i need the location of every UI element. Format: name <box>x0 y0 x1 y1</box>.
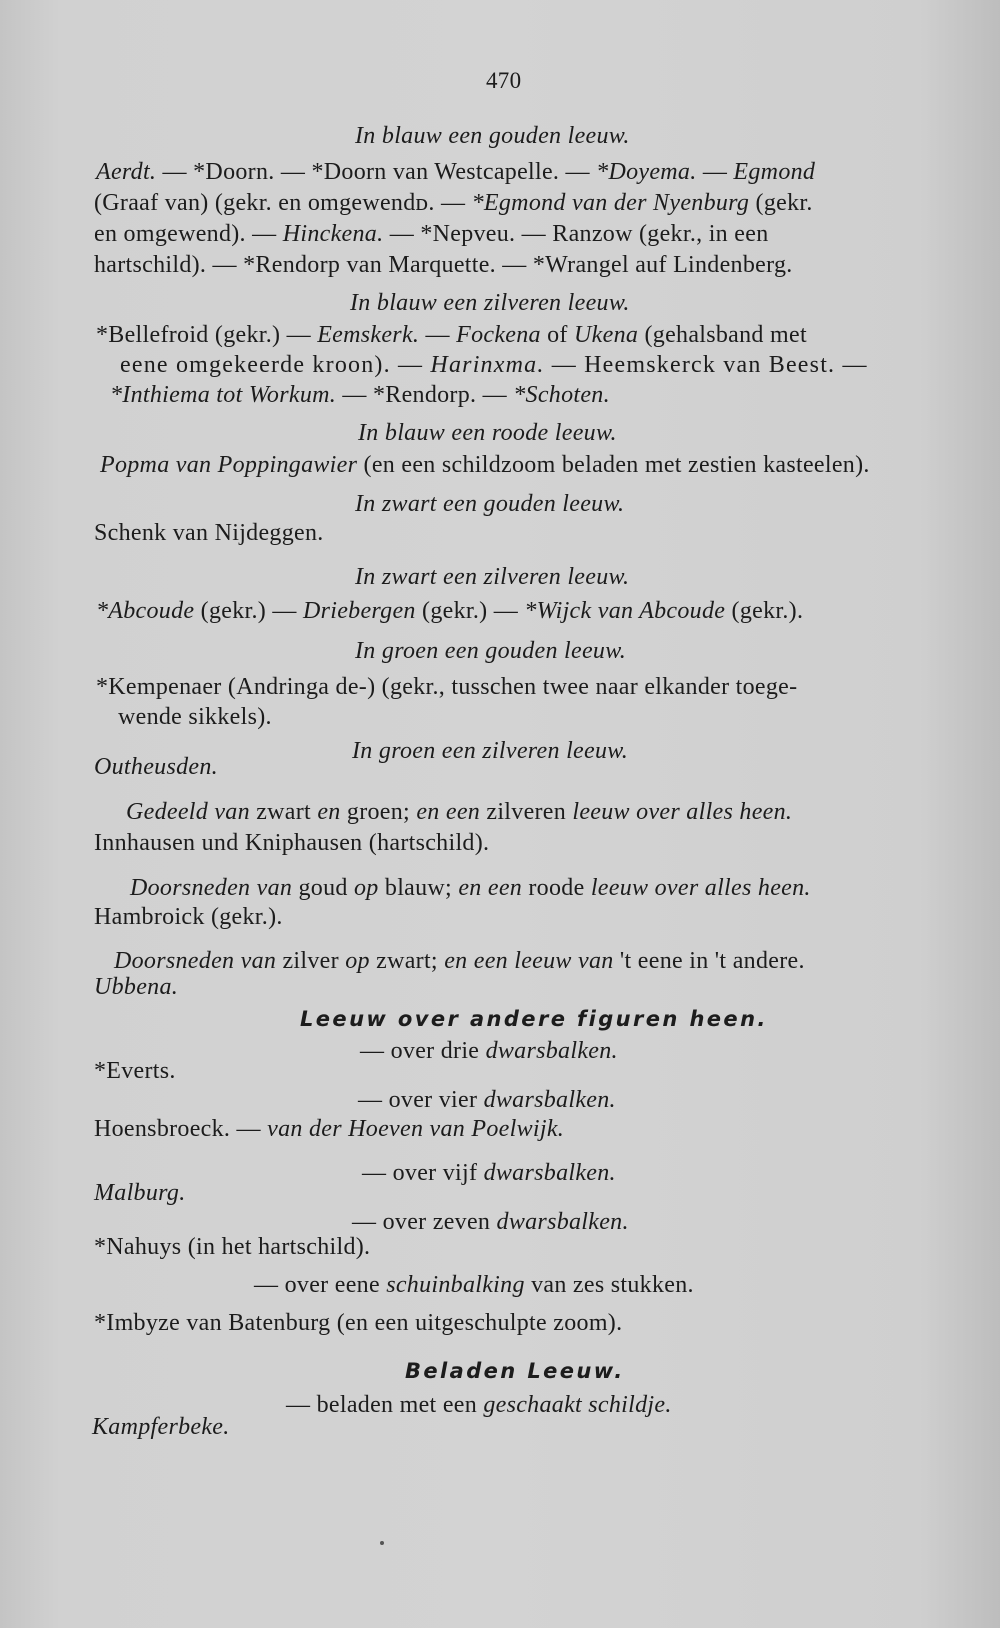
entry-line: Innhausen und Kniphausen (hartschild). <box>94 830 490 856</box>
sub-heading: — over vijf dwarsbalken. <box>362 1160 616 1186</box>
blazon-heading: In zwart een gouden leeuw. <box>355 491 625 517</box>
entry-line: Hambroick (gekr.). <box>94 904 283 930</box>
page-number: 470 <box>486 68 522 93</box>
entry-line: (Graaf van) (gekr. en omgewendᴅ. — *Egmond van der Nyenburg (gekr. <box>94 190 813 216</box>
blazon-heading: In groen een zilveren leeuw. <box>352 738 629 764</box>
blazon-heading: In blauw een zilveren leeuw. <box>350 290 630 316</box>
blazon-heading: In blauw een gouden leeuw. <box>355 123 630 149</box>
entry-line: *Inthiema tot Workum. — *Rendorp. — *Schoten. <box>110 382 610 408</box>
entry-line: *Everts. <box>94 1058 176 1084</box>
entry-line: en omgewend). — Hinckena. — *Nepveu. — Ranzow (gekr., in een <box>94 221 769 247</box>
sub-heading: — over eene schuinbalking van zes stukken. <box>254 1272 694 1298</box>
entry-line: hartschild). — *Rendorp van Marquette. — *Wrangel auf Lindenberg. <box>94 252 793 278</box>
entry-line: Popma van Poppingawier (en een schildzoom beladen met zestien kasteelen). <box>100 452 870 478</box>
entry-line: *Imbyze van Batenburg (en een uitgeschulpte zoom). <box>94 1310 623 1336</box>
blazon-heading: In groen een gouden leeuw. <box>355 638 627 664</box>
blazon-heading: Doorsneden van goud op blauw; en een roode leeuw over alles heen. <box>130 875 811 901</box>
section-heading: Leeuw over andere figuren heen. <box>300 1007 768 1031</box>
entry-line: Ubbena. <box>94 974 179 1000</box>
sub-heading: — over vier dwarsbalken. <box>358 1087 616 1113</box>
entry-line: eene omgekeerde kroon). — Harinxma. — Heemskerck van Beest. — <box>120 352 868 378</box>
entry-line: Schenk van Nijdeggen. <box>94 520 324 546</box>
section-heading: Beladen Leeuw. <box>405 1359 625 1383</box>
entry-line: Hoensbroeck. — van der Hoeven van Poelwijk. <box>94 1116 565 1142</box>
entry-line: *Kempenaer (Andringa de-) (gekr., tusschen twee naar elkander toege- <box>96 674 798 700</box>
entry-line: *Nahuys (in het hartschild). <box>94 1234 371 1260</box>
sub-heading: — over drie dwarsbalken. <box>360 1038 618 1064</box>
blazon-heading: Gedeeld van zwart en groen; en een zilveren leeuw over alles heen. <box>126 799 793 825</box>
blazon-heading: In zwart een zilveren leeuw. <box>355 564 630 590</box>
entry-line: *Abcoude (gekr.) — Driebergen (gekr.) — *Wijck van Abcoude (gekr.). <box>96 598 804 624</box>
entry-line: Aerdt. — *Doorn. — *Doorn van Westcapelle. — *Doyema. — Egmond <box>96 159 816 185</box>
blazon-heading: Doorsneden van zilver op zwart; en een leeuw van 't eene in 't andere. <box>114 948 805 974</box>
sub-heading: — over zeven dwarsbalken. <box>352 1209 629 1235</box>
sub-heading: — beladen met een geschaakt schildje. <box>286 1392 672 1418</box>
ink-speck <box>380 1541 384 1545</box>
entry-line: wende sikkels). <box>118 704 272 730</box>
entry-line: Kampferbeke. <box>92 1414 230 1440</box>
blazon-heading: In blauw een roode leeuw. <box>358 420 617 446</box>
entry-line: Outheusden. <box>94 754 218 780</box>
entry-line: Malburg. <box>94 1180 186 1206</box>
entry-line: *Bellefroid (gekr.) — Eemskerk. — Fockena of Ukena (gehalsband met <box>96 322 807 348</box>
